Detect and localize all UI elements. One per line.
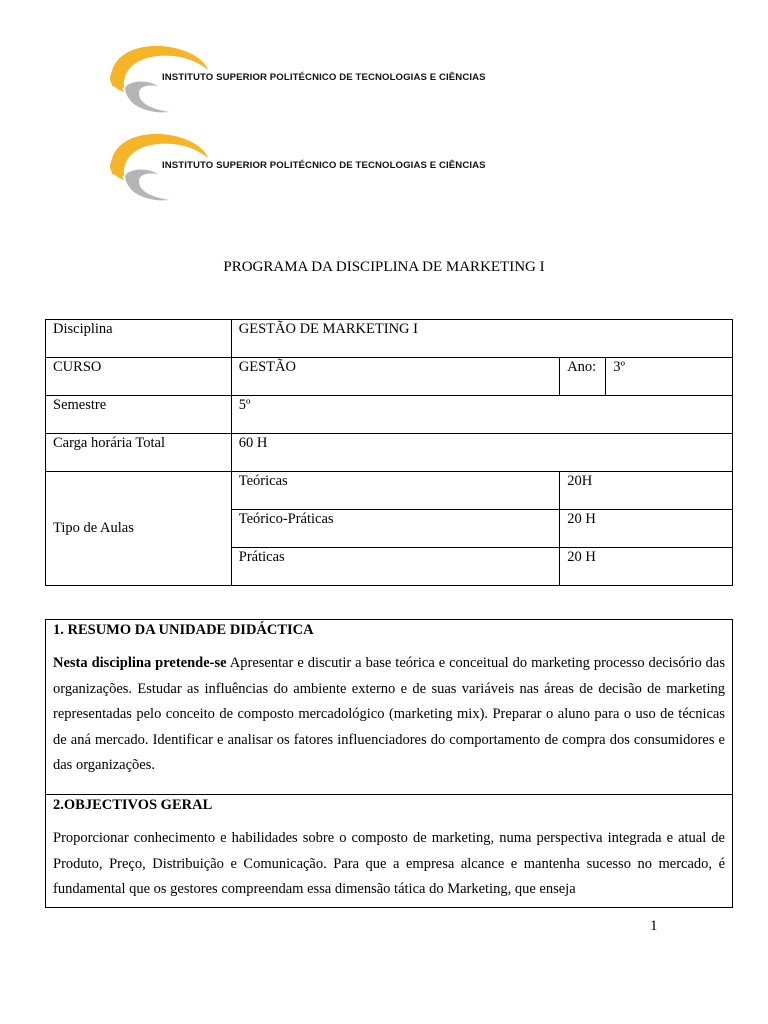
tipo-hours: 20 H: [560, 510, 733, 548]
institution-logo-header: [100, 128, 560, 208]
section-text: Apresentar e discutir a base teórica e conceitual do marketing processo decisório das organizações. Estudar as influências do ambiente externo e de suas variáveis nas áreas de decisão de marketing representadas pelo conceito de composto mercadológico (marketing mix). Preparar o aluno para o uso de técnicas de aná mercado. Identificar e analisar os fatores influenciadores do comportamento de compra dos consumidores e das organizações.: [53, 655, 725, 773]
ano-value: 3º: [606, 358, 733, 396]
carga-label: Carga horária Total: [46, 434, 232, 472]
section-heading: 1. RESUMO DA UNIDADE DIDÁCTICA: [53, 622, 314, 638]
table-row: [46, 320, 733, 358]
section-resumo: [45, 619, 733, 795]
section-body: Proporcionar conhecimento e habilidades sobre o composto de marketing, numa perspectiva integrada e atual de Produto, Preço, Distribuição e Comunicação. Para que a empresa alcance e mantenha sucesso no mercado, é fundamental que os gestores compreendam essa dimensão tática do Marketing, que enseja: [53, 830, 725, 897]
curso-label: CURSO: [46, 358, 232, 396]
table-row: [46, 358, 733, 396]
table-row: [46, 434, 733, 472]
semestre-label: Semestre: [46, 396, 232, 434]
section-objectivos: [45, 794, 733, 908]
section-heading: 2.OBJECTIVOS GERAL: [53, 797, 213, 813]
ano-label: Ano:: [560, 358, 606, 396]
semestre-value: 5º: [231, 396, 732, 434]
tipo-hours: 20H: [560, 472, 733, 510]
page-number: 1: [650, 918, 658, 934]
tipo-hours: 20 H: [560, 548, 733, 586]
institution-logo-header: [100, 40, 560, 120]
tipo-aulas-label: Tipo de Aulas: [46, 472, 232, 586]
table-row: [46, 472, 733, 510]
institution-name: INSTITUTO SUPERIOR POLITÉCNICO DE TECNOLOGIAS E CIÊNCIAS: [162, 72, 486, 83]
course-info-table: [45, 319, 733, 586]
institution-name: INSTITUTO SUPERIOR POLITÉCNICO DE TECNOLOGIAS E CIÊNCIAS: [162, 160, 486, 171]
tipo-name: Teóricas: [231, 472, 559, 510]
curso-value: GESTÃO: [231, 358, 559, 396]
disciplina-label: Disciplina: [46, 320, 232, 358]
tipo-name: Teórico-Práticas: [231, 510, 559, 548]
carga-value: 60 H: [231, 434, 732, 472]
document-title: PROGRAMA DA DISCIPLINA DE MARKETING I: [223, 259, 545, 275]
section-body: [46, 651, 732, 779]
tipo-name: Práticas: [231, 548, 559, 586]
table-row: [46, 396, 733, 434]
section-lead: Nesta disciplina pretende-se: [53, 655, 227, 671]
disciplina-value: GESTÃO DE MARKETING I: [231, 320, 732, 358]
